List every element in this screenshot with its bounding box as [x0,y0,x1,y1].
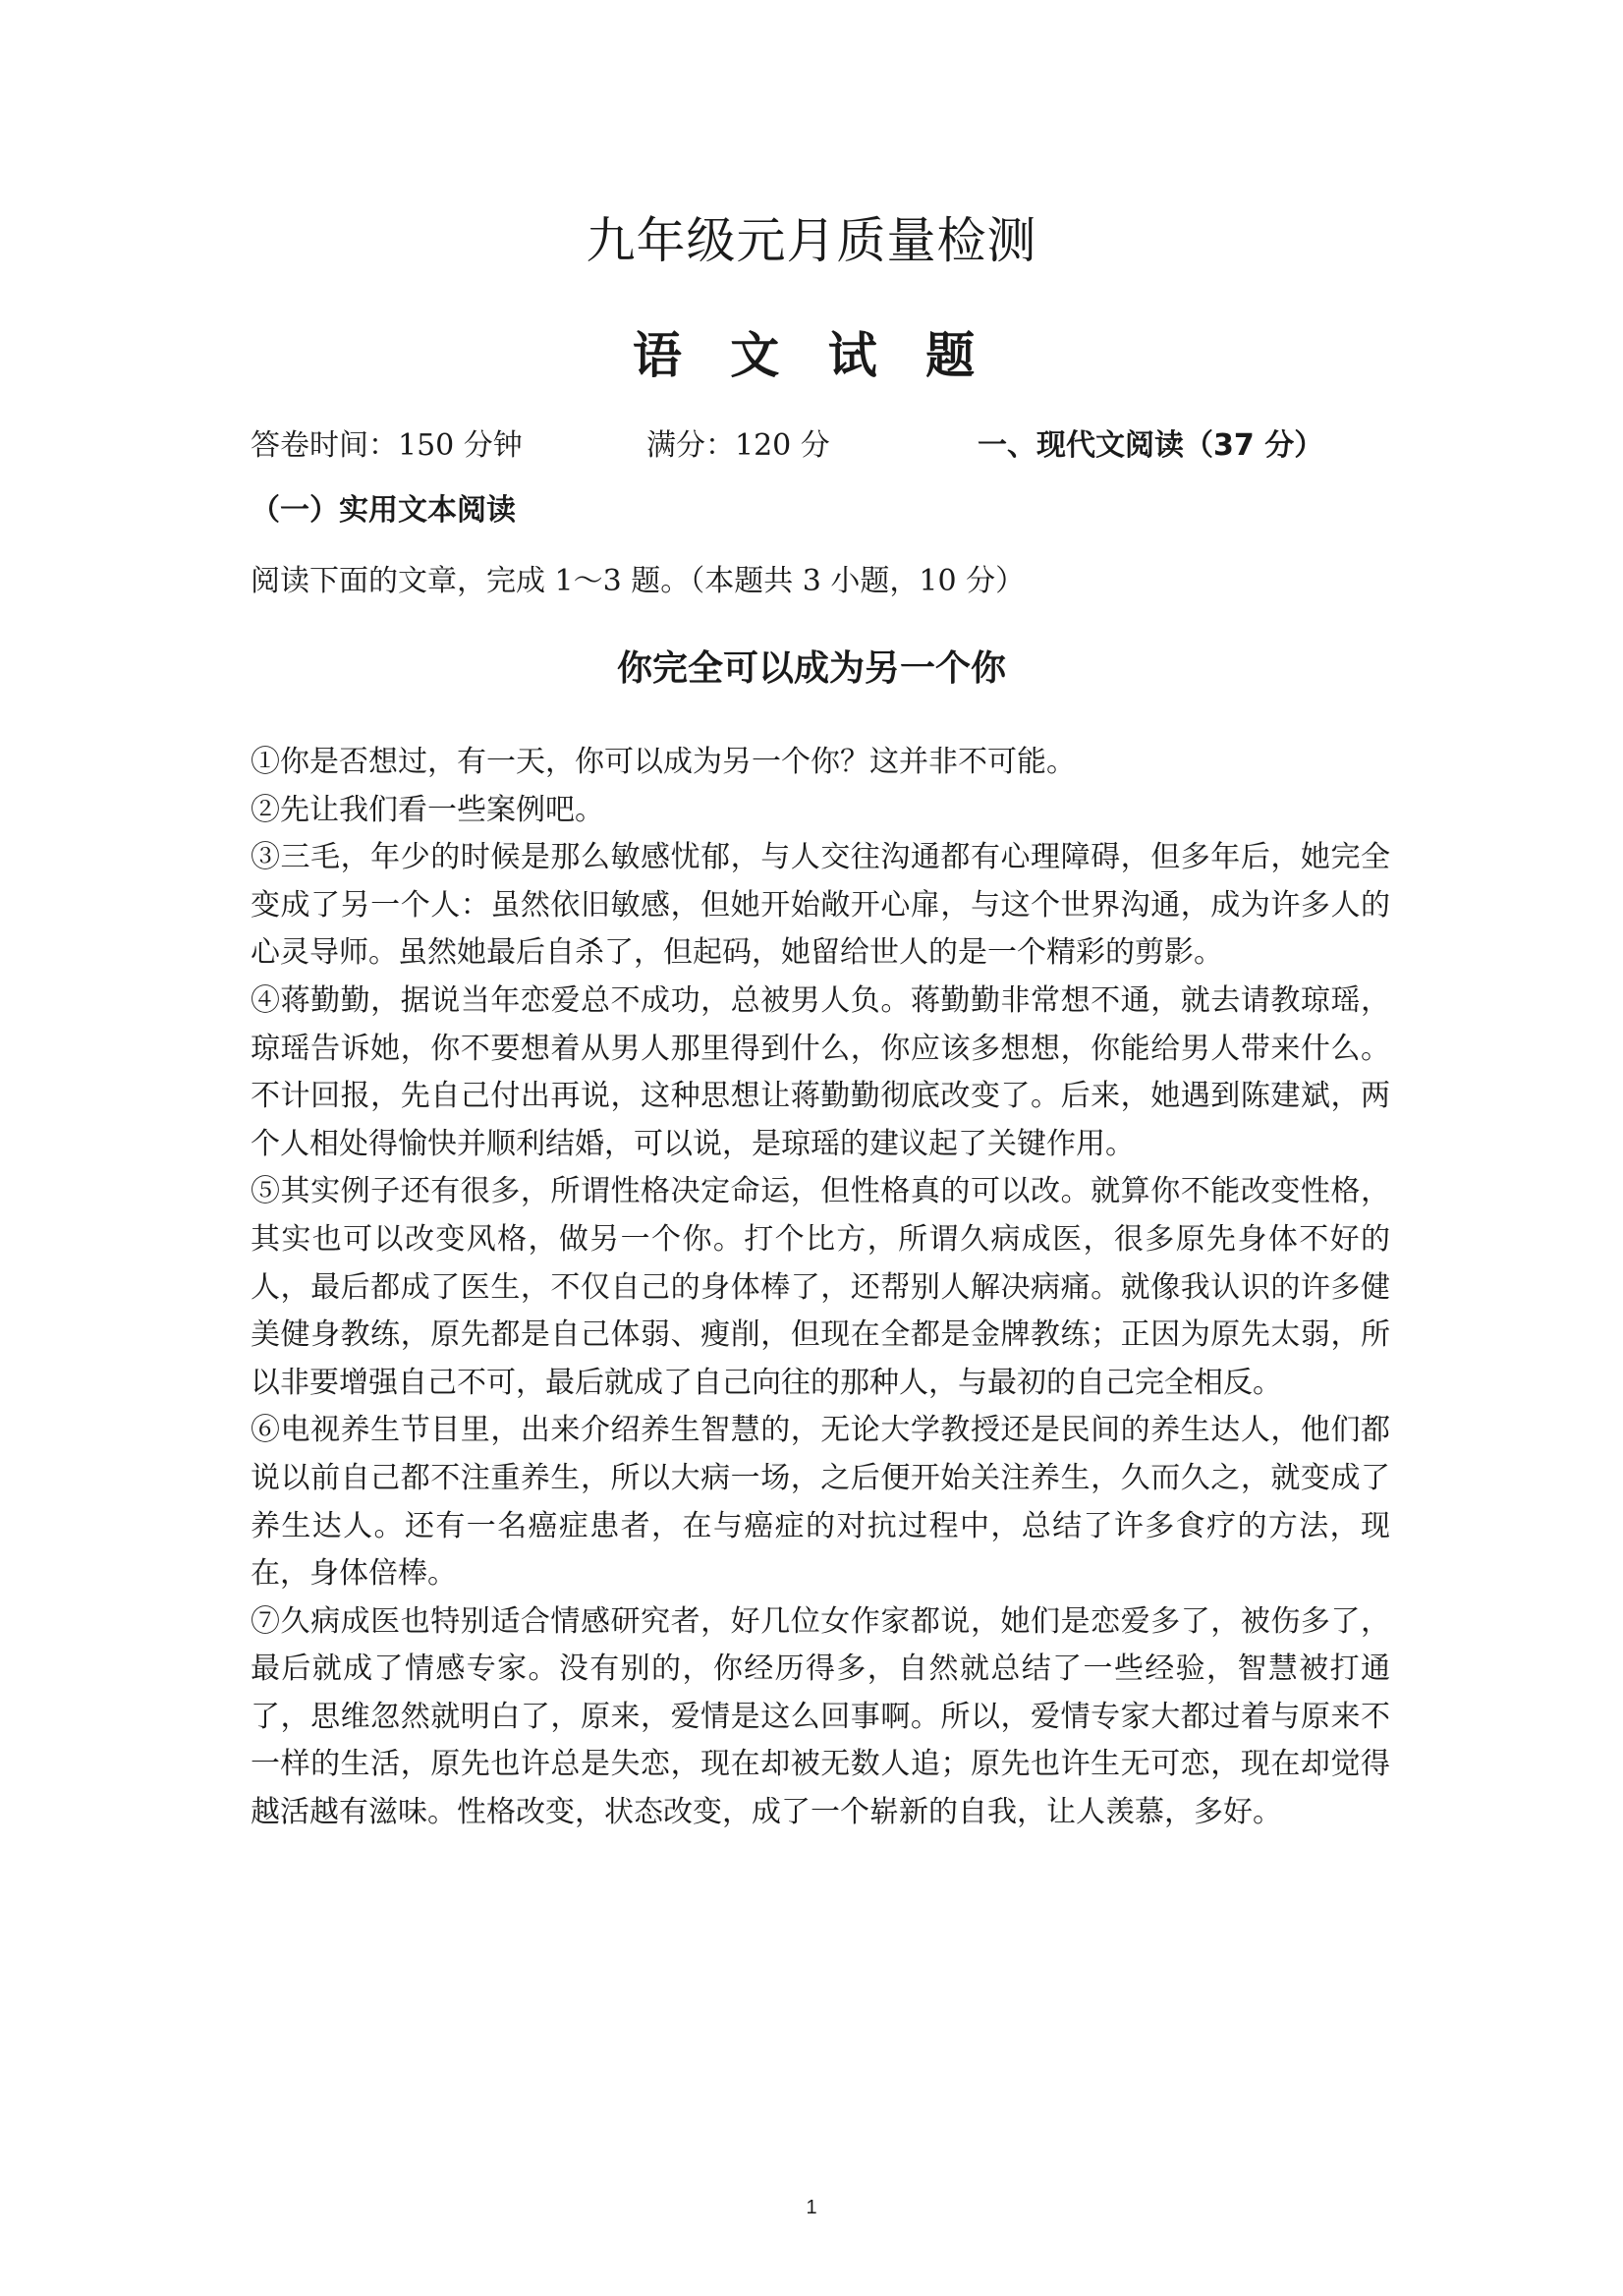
page-number: 1 [806,2197,817,2218]
exam-full-score: 满分：120 分 [646,428,830,463]
article-paragraph: ④蒋勤勤，据说当年恋爱总不成功，总被男人负。蒋勤勤非常想不通，就去请教琼瑶，琼瑶告诉她，你不要想着从男人那里得到什么，你应该多想想，你能给男人带来什么。不计回报，先自己付出再说，这种思想让蒋勤勤彻底改变了。后来，她遇到陈建斌，两个人相处得愉快并顺利结婚，可以说，是琼瑶的建议起了关键作用。 [251,982,1390,1161]
article-paragraph: ①你是否想过，有一天，你可以成为另一个你？这并非不可能。 [251,745,1076,779]
article-body [251,739,1390,1837]
article-paragraph: ⑥电视养生节目里，出来介绍养生智慧的，无论大学教授还是民间的养生达人，他们都说以前自己都不注重养生，所以大病一场，之后便开始关注养生，久而久之，就变成了养生达人。还有一名癌症患者，在与癌症的对抗过程中，总结了许多食疗的方法，现在，身体倍棒。 [251,1413,1390,1592]
exam-info-row [251,420,1380,464]
exam-title: 九年级元月质量检测 [586,212,1037,269]
exam-time: 答卷时间：150 分钟 [251,428,523,463]
subsection-heading: （一）实用文本阅读 [251,493,516,528]
section-heading: 一、现代文阅读（37 分） [978,428,1324,463]
article-title: 你完全可以成为另一个你 [616,648,1006,689]
subject-title: 语 文 试 题 [632,327,991,384]
article-paragraph: ⑦久病成医也特别适合情感研究者，好几位女作家都说，她们是恋爱多了，被伤多了，最后就成了情感专家。没有别的，你经历得多，自然就总结了一些经验，智慧被打通了，思维忽然就明白了，原来，爱情是这么回事啊。所以，爱情专家大都过着与原来不一样的生活，原先也许总是失恋，现在却被无数人追；原先也许生无可恋，现在却觉得越活越有滋味。性格改变，状态改变，成了一个崭新的自我，让人羡慕，多好。 [251,1603,1390,1830]
article-paragraph: ②先让我们看一些案例吧。 [251,792,604,827]
article-paragraph: ⑤其实例子还有很多，所谓性格决定命运，但性格真的可以改。就算你不能改变性格，其实也可以改变风格，做另一个你。打个比方，所谓久病成医，很多原先身体不好的人，最后都成了医生，不仅自己的身体棒了，还帮别人解决病痛。就像我认识的许多健美健身教练，原先都是自己体弱、瘦削，但现在全都是金牌教练；正因为原先太弱，所以非要增强自己不可，最后就成了自己向往的那种人，与最初的自己完全相反。 [251,1174,1390,1400]
reading-instruction: 阅读下面的文章，完成 1～3 题。（本题共 3 小题，10 分） [251,564,1026,598]
article-paragraph: ③三毛，年少的时候是那么敏感忧郁，与人交往沟通都有心理障碍，但多年后，她完全变成了另一个人：虽然依旧敏感，但她开始敞开心扉，与这个世界沟通，成为许多人的心灵导师。虽然她最后自杀了，但起码，她留给世人的是一个精彩的剪影。 [251,840,1390,971]
